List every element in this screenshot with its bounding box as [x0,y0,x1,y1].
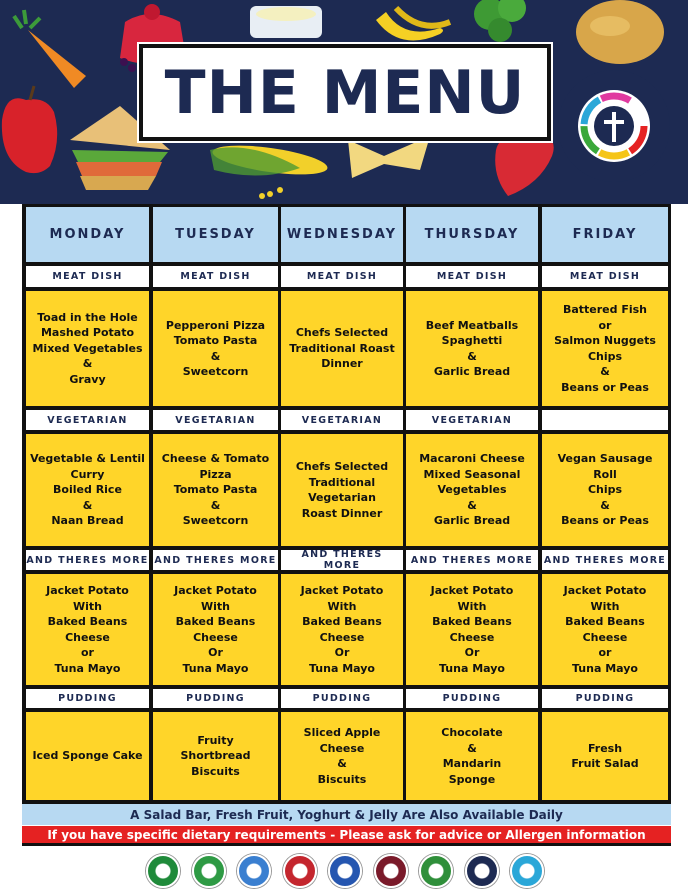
menu-item-tuesday [153,291,278,406]
school-badge-icon [374,854,408,888]
menu-item-text [431,583,514,676]
menu-grid [22,204,671,804]
menu-item-tuesday [153,574,278,685]
menu-item-text [545,451,665,529]
section-label: PUDDING [281,689,403,708]
menu-item-line: Jacket Potato [46,584,129,597]
menu-item-line: Tomato Pasta [173,334,258,347]
menu-item-line: Vegetarian [308,491,376,504]
banana-icon [376,8,450,40]
menu-item-line: With [200,599,230,613]
day-header-friday: FRIDAY [542,207,668,262]
menu-item-text [426,318,518,380]
menu-item-line: Baked Beans [432,615,512,628]
menu-item-line: Mixed Seasonal [423,467,521,481]
menu-item-line: Chips [587,349,623,363]
broccoli-icon [474,0,526,42]
school-logo-icon [558,70,670,182]
pasta-icon [348,136,430,178]
menu-item-line: Cheese [582,630,628,644]
menu-item-thursday [406,291,538,406]
apple-icon [2,86,57,173]
section-label: AND THERES MORE [153,550,278,570]
menu-item-line: Cheese [319,630,365,644]
section-label: PUDDING [406,689,538,708]
section-label: MEAT DISH [542,266,668,287]
menu-item-text [296,459,388,521]
school-badges-row [0,852,688,892]
menu-item-line: or [81,646,94,659]
section-label: AND THERES MORE [281,550,403,570]
menu-item-line: Baked Beans [565,615,645,628]
menu-item-line: Cheese [319,741,365,755]
section-label: VEGETARIAN [26,410,149,430]
menu-item-line: With [72,599,102,613]
menu-item-line: Chips [587,483,623,497]
day-header-monday: MONDAY [26,207,149,262]
section-label: PUDDING [26,689,149,708]
header-banner [0,0,688,204]
menu-item-line: Beans or Peas [561,514,649,528]
menu-item-line: Sponge [448,772,496,786]
menu-item-line: & [337,757,347,770]
menu-item-text [32,748,142,764]
menu-item-line: Biscuits [317,772,367,786]
menu-item-text [289,325,394,372]
menu-item-text [30,451,145,529]
menu-item-line: & [210,349,221,363]
menu-item-monday [26,291,149,406]
menu-item-line: Iced Sponge Cake [32,749,143,763]
salad-bar-notice: A Salad Bar, Fresh Fruit, Yoghurt & Jelly Are Also Available Daily [22,804,671,825]
menu-item-line: Tuna Mayo [572,661,638,675]
menu-item-text [162,451,269,529]
menu-item-wednesday [281,291,403,406]
corn-icon [210,140,329,199]
menu-item-line: Salmon Nuggets [554,334,656,347]
menu-item-friday [542,434,668,546]
menu-item-line: Garlic Bread [433,514,511,528]
menu-item-line: Chefs Selected [295,460,389,473]
menu-item-line: Jacket Potato [174,584,257,597]
menu-item-text [156,733,275,780]
title-box [139,44,551,141]
menu-item-line: Sweetcorn [182,514,249,528]
menu-item-line: Pepperoni Pizza [165,318,266,332]
menu-item-line: Chocolate [441,726,503,739]
menu-item-wednesday [281,712,403,800]
menu-item-text [32,310,142,388]
menu-item-line: Vegan Sausage Roll [557,452,653,481]
school-badge-icon [237,854,271,888]
yoghurt-icon [250,6,322,38]
menu-item-line: Mixed Vegetables [32,341,143,355]
menu-item-line: & [600,365,610,378]
menu-item-line: & [82,498,93,512]
menu-item-line: Or [208,646,223,659]
menu-item-line: Traditional [308,475,376,489]
menu-item-line: Or [334,646,350,659]
menu-item-line: Tuna Mayo [54,661,121,675]
menu-item-line: Roast Dinner [301,506,383,520]
section-label: PUDDING [542,689,668,708]
menu-item-text [554,302,656,395]
menu-item-line: Garlic Bread [433,365,511,378]
menu-item-line: Tuna Mayo [309,661,375,675]
section-label: AND THERES MORE [542,550,668,570]
menu-item-line: Battered Fish [562,303,648,316]
menu-item-tuesday [153,712,278,800]
menu-item-line: Beans or Peas [561,380,649,394]
menu-item-line: Vegetables [437,483,507,497]
section-label: PUDDING [153,689,278,708]
page-title: THE MENU [164,57,526,128]
school-badge-icon [192,854,226,888]
menu-item-line: Baked Beans [302,615,382,628]
school-badge-icon [328,854,362,888]
school-badge-icon [419,854,453,888]
menu-item-line: Baked Beans [175,615,256,628]
section-label: MEAT DISH [26,266,149,287]
menu-item-text [441,725,502,787]
menu-item-line: Jacket Potato [430,584,514,597]
section-label: VEGETARIAN [281,410,403,430]
menu-item-line: Jacket Potato [300,584,384,597]
menu-item-text [301,583,384,676]
menu-item-line: Chefs Selected [295,326,389,340]
allergen-notice: If you have specific dietary requirements - Please ask for advice or Allergen information [22,826,671,846]
menu-item-line: Tuna Mayo [439,661,505,675]
menu-item-line: Gravy [69,372,106,386]
menu-item-text [174,583,257,676]
menu-item-line: Baked Beans [47,615,128,628]
menu-item-line: Cheese & Tomato [161,452,270,466]
menu-item-monday [26,434,149,546]
menu-item-line: Sliced Apple [303,726,381,739]
menu-item-friday [542,291,668,406]
section-label: MEAT DISH [406,266,538,287]
menu-item-line: With [457,599,487,613]
menu-item-line: Fresh [587,741,623,755]
potato-icon [576,0,664,64]
section-label: MEAT DISH [153,266,278,287]
menu-item-wednesday [281,574,403,685]
section-label: VEGETARIAN [406,410,538,430]
menu-item-line: Fruit Salad [571,757,639,770]
menu-item-line: With [327,599,357,613]
day-header-wednesday: WEDNESDAY [281,207,403,262]
menu-item-text [419,451,525,529]
menu-item-line: Tuna Mayo [182,661,249,675]
menu-item-line: or [598,318,612,332]
school-badge-icon [283,854,317,888]
menu-item-monday [26,712,149,800]
menu-item-thursday [406,712,538,800]
menu-item-friday [542,712,668,800]
menu-item-line: Naan Bread [51,514,124,528]
menu-item-line: Dinner [321,357,363,371]
menu-item-line: & [467,741,477,755]
menu-item-friday [542,574,668,685]
menu-item-line: Sweetcorn [182,365,249,378]
menu-item-line: Spaghetti [441,334,503,347]
menu-item-line: or [598,646,612,659]
menu-item-line: Fruity [197,733,234,747]
menu-item-line: Mashed Potato [40,326,135,340]
section-label: AND THERES MORE [26,550,149,570]
menu-item-line: Cheese [193,630,238,644]
menu-item-line: & [467,349,477,363]
menu-item-line: Toad in the Hole [37,310,138,324]
menu-item-line: & [210,498,221,512]
menu-item-line: Shortbread Biscuits [180,749,251,778]
menu-item-line: Cheese [65,630,110,644]
menu-item-line: Tomato Pasta [173,483,258,497]
menu-item-text [46,583,129,676]
menu-item-monday [26,574,149,685]
menu-item-line: & [600,498,610,512]
menu-item-line: Mandarin [442,757,502,770]
section-label: MEAT DISH [281,266,403,287]
section-label: AND THERES MORE [406,550,538,570]
menu-item-line: & [82,357,93,371]
menu-item-line: Or [464,646,480,659]
menu-item-tuesday [153,434,278,546]
menu-item-line: Cheese [449,630,495,644]
menu-item-line: Curry [70,467,105,481]
menu-item-text [571,741,638,772]
menu-item-line: & [467,498,477,512]
menu-item-line: Traditional Roast [289,341,395,355]
section-label: VEGETARIAN [153,410,278,430]
menu-item-thursday [406,574,538,685]
menu-item-line: Vegetable & Lentil [30,452,145,466]
section-label [542,410,668,430]
carrot-icon [14,10,86,88]
school-badge-icon [510,854,544,888]
menu-item-thursday [406,434,538,546]
day-header-thursday: THURSDAY [406,207,538,262]
menu-item-text [304,725,381,787]
menu-item-line: Boiled Rice [53,483,122,497]
menu-item-line: Jacket Potato [563,584,647,597]
menu-item-line: Pizza [199,467,232,481]
menu-item-line: With [590,599,620,613]
menu-item-text [166,318,265,380]
school-badge-icon [465,854,499,888]
menu-item-line: Macaroni Cheese [419,452,525,466]
menu-item-text [564,583,647,676]
school-badge-icon [146,854,180,888]
day-header-tuesday: TUESDAY [153,207,278,262]
menu-item-wednesday [281,434,403,546]
menu-item-line: Beef Meatballs [425,318,519,332]
